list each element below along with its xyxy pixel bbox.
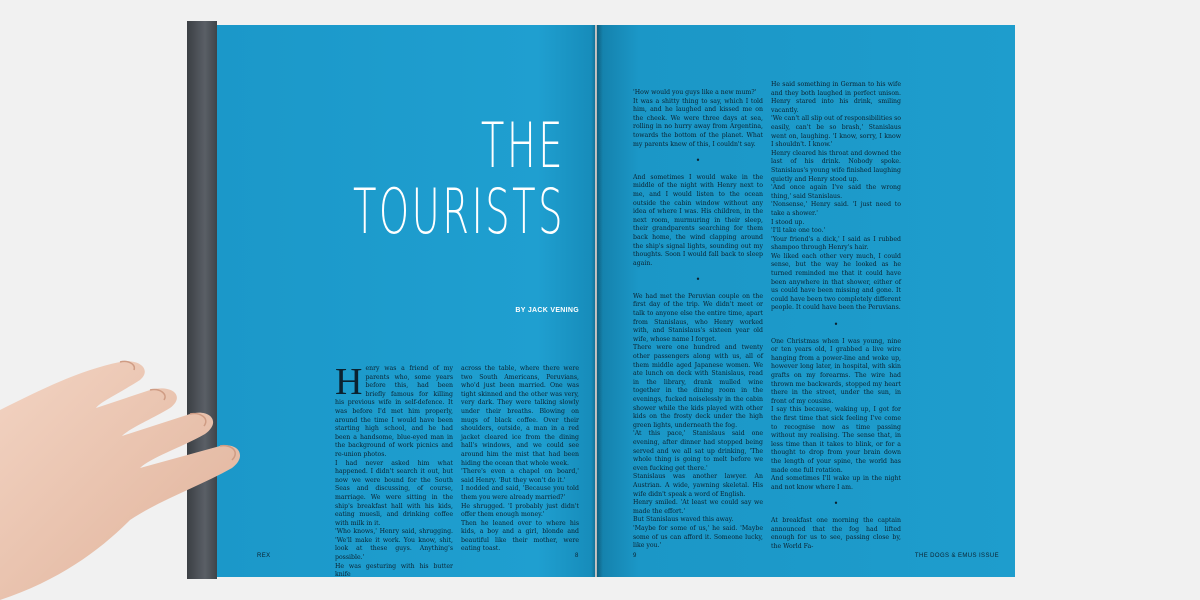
issue-footer: THE DOGS & EMUS ISSUE [914,553,999,559]
paragraph: 'Who knows,' Henry said, shrugging. 'We'll make it work. You know, shit, look at these guys. Anything's possible.' [335,528,453,562]
paragraph: I had never asked him what happened. I didn't search it out, but now we were bound for the South Seas and discussing, of course, marriage. We were sitting in the ship's breakfast hall with his kids, eating muesli, and drinking coffee with milk in it. [335,459,453,527]
paragraph: 'Maybe for some of us,' he said. 'Maybe some of us can afford it. Someone lucky, like you.' [633,524,763,550]
dropcap: H [335,361,363,403]
book-gutter [591,25,603,577]
paragraph: One Christmas when I was young, nine or ten years old, I grabbed a live wire hanging from a power-line and woke up, however long later, in hospital, with skin grafts on my forearms. The wire had thrown me backwards, stopped my heart there in the street, under the sun, in front of my cousins. [771,337,901,405]
paragraph: He was gesturing with his butter knife [335,562,453,577]
paragraph: Henry smiled. 'At least we could say we made the effort.' [633,499,763,515]
paragraph: At breakfast one morning the captain announced that the fog had lifted enough for us to see, passing close by, the World Fa- [771,516,901,550]
paragraph: It was a shitty thing to say, which I told him, and he laughed and kissed me on the cheek. We were three days at sea, rolling in no hurry away from Argentina, towards the bottom of the planet. What my parents knew of this, I couldn't say. [633,97,763,148]
paragraph: We liked each other very much, I could sense, but the way he looked as he turned reminded me that it could have been anywhere in that shower, either of us could have been missing and gone. It could have been two completely different people. It could have been the Peruvians. [771,252,901,312]
paragraph: Then he leaned over to where his kids, a boy and a girl, blonde and beautiful like their mother, were eating toast. [461,519,579,553]
paragraph: I stood up. [771,218,805,226]
paragraph: 'We can't all slip out of responsibilities so easily, can't be so brash,' Stanislaus went on, laughing. 'I know, sorry, I know I shouldn't. I know.' [771,115,901,149]
section-separator: • [833,320,839,330]
article-title [352,109,565,248]
left-column-1 [335,361,453,577]
paragraph: Stanislaus was another lawyer. An Austrian. A wide, yawning skeletal. His wife didn't speak a word of English. [633,473,763,498]
section-separator: • [833,499,839,509]
paragraph: I say this because, waking up, I got for the first time that sick feeling I've come to recognise now as time passing without my realising. The sense that, in less time than it takes to blink, or for a thought to drop from your brain down the length of your spine, the world has made one full rotation. [771,406,901,474]
left-column-2 [461,365,579,554]
right-page [597,25,1015,577]
paragraph: 'At this pace,' Stanislaus said one evening, after dinner had stopped being served and we all sat up drinking, 'The whole thing is going to melt before we even fucking get there.' [633,430,763,472]
folio-left: REX [257,553,271,559]
page-number-left: 8 [575,553,579,559]
paragraph: across the table, where there were two South Americans, Peruvians, who'd just been married. One was tight skinned and the other was very, very dark. They were talking slowly under their breaths. Blowing on mugs of black coffee. Over their shoulders, outside, a man in a red jacket cleared ice from the dining hall's windows, and we could see around him the mist that had been hiding the ocean that whole week. [461,365,579,467]
section-separator: • [695,275,701,285]
paragraph: He said something in German to his wife and they both laughed in perfect unison. Henry stared into his drink, smiling vacantly. [771,81,901,114]
paragraph: 'Your friend's a dick,' I said as I rubbed shampoo through Henry's hair. [771,235,901,252]
page-number-right: 9 [633,553,637,559]
paragraph: Henry cleared his throat and downed the last of his drink. Nobody spoke. Stanislaus's young wife finished laughing quietly and Henry stood up. [771,149,901,183]
right-column-2 [771,81,901,551]
paragraph: There were one hundred and twenty other passengers along with us, all of them middle aged Japanese women. We ate lunch on deck with Stanislaus, read in the library, drank mulled wine together in the dining room in the evenings, fucked noiselessly in the cabin shower while the kids played with other kids on the frosty deck under the high green lights, underneath the fog. [633,344,763,429]
paragraph: And sometimes I would wake in the middle of the night with Henry next to me, and I would listen to the ocean outside the cabin window without any idea of where I was. His children, in the next room, murmuring in their sleep, their grandparents searching for them back home, the wind clapping around the ship's signal lights, sounding out my thoughts. Soon I would fall back to sleep again. [633,173,763,267]
hand-photo [0,350,260,600]
byline: BY JACK VENING [515,307,579,314]
paragraph: I nodded and said, 'Because you told them you were already married?' [461,485,579,501]
paragraph: 'And once again I've said the wrong thing,' said Stanislaus. [771,184,901,200]
paragraph: But Stanislaus waved this away. [633,516,734,524]
paragraph: He shrugged. 'I probably just didn't offer them enough money.' [461,502,579,519]
title-line-2: TOURISTS [352,175,565,248]
paragraph: And sometimes I'll wake up in the night and not know where I am. [771,475,901,491]
section-separator: • [695,156,701,166]
paragraph: 'I'll take one too.' [771,227,826,235]
paragraph: 'How would you guys like a new mum?' [633,89,757,96]
paragraph: enry was a friend of my parents who, some years before this, had been briefly famous for killing his previous wife in self-defence. It was before I'd met him properly, around the time I would have been starting high school, and he had been a handsome, blue-eyed man in the background of work picnics and re-union photos. [335,365,453,458]
left-page [217,25,595,577]
title-line-1: THE [480,109,565,182]
paragraph: We had met the Peruvian couple on the first day of the trip. We didn't meet or talk to anyone else the entire time, apart from Stanislaus, who Henry worked with, and Stanislaus's sixteen year old wife, whose name I forget. [633,292,763,343]
paragraph: 'There's even a chapel on board,' said Henry. 'But they won't do it.' [461,468,579,484]
right-column-1 [633,89,763,551]
magazine-spread [195,25,1015,577]
paragraph: 'Nonsense,' Henry said. 'I just need to take a shower.' [771,201,901,217]
